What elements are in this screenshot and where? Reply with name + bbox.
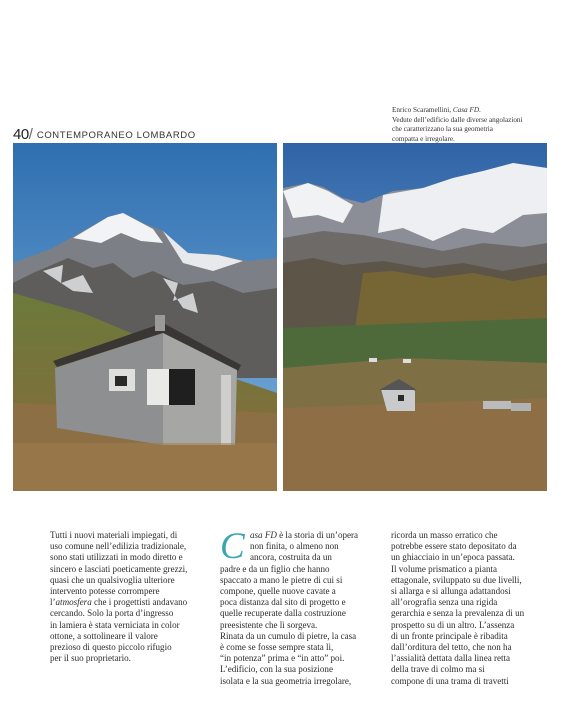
text-line: ancora, costruita da un [250, 552, 332, 563]
text-line: sono stati utilizzati in modo diretto e [50, 552, 183, 563]
text-line: prezioso di questo piccolo rifugio [50, 642, 172, 653]
article-column-1 [50, 530, 198, 664]
text-line: padre e da un figlio che hanno [220, 563, 330, 574]
caption-line-1: Enrico Scaramellini, Casa FD. [392, 106, 481, 114]
photo-caption [392, 106, 552, 144]
text-line: l’atmosfera che i progettisti andavano [50, 597, 188, 608]
text-line: Tutti i nuovi materiali impiegati, di [50, 530, 178, 540]
stone-house-mountain-icon [13, 143, 277, 491]
section-title: CONTEMPORANEO LOMBARDO [36, 130, 196, 141]
text-line: gerarchia e senza la prevalenza di un [391, 608, 525, 619]
alpine-valley-house-icon [283, 143, 547, 491]
text-line: non finita, o almeno non [250, 541, 339, 552]
text-line: si allarga e si allunga adattandosi [391, 586, 511, 597]
photo-valley-view [283, 143, 547, 491]
page-header [13, 124, 196, 142]
text-line: di un fronte principale è ribadita [391, 630, 508, 641]
text-line: della trave di colmo ma si [391, 664, 485, 675]
text-line: compone, quelle nuove cavate a [220, 586, 336, 597]
caption-line-2: Vedute dell’edificio dalle diverse angolazioni [392, 115, 523, 124]
text-line: Rinata da un cumulo di pietre, la casa [220, 630, 357, 641]
page-number: 40 [13, 126, 29, 143]
drop-cap: C [220, 526, 245, 567]
text-line: “in potenza” prima e “in atto” poi. [220, 653, 345, 664]
text-line: preesistente che lì sorgeva. [220, 619, 318, 630]
text-line: cercando. Solo la porta d’ingresso [50, 608, 174, 619]
text-line: uso comune nell’edilizia tradizionale, [50, 541, 187, 552]
text-line: per il suo proprietario. [50, 653, 131, 664]
text-line: L’edificio, con la sua posizione [220, 664, 333, 675]
text-line: in lamiera è stata verniciata in color [50, 619, 180, 630]
text-line: all’orografia senza una rigida [391, 597, 498, 608]
text-line: è come se fosse sempre stata lì, [220, 642, 334, 653]
text-line: dall’orditura del tetto, che non ha [391, 642, 512, 653]
text-line: ottone, a sottolineare il valore [50, 630, 158, 641]
text-line: un ghiacciaio in un’epoca passata. [391, 552, 515, 563]
text-line: intervento potesse corrompere [50, 586, 160, 597]
text-line: ricorda un masso erratico che [391, 530, 498, 540]
text-line: prospetto su di un altro. L’assenza [391, 619, 515, 630]
page-number-slash: / [28, 126, 33, 143]
article-column-2 [220, 526, 368, 687]
caption-line-3: che caratterizzano la sua geometria [392, 125, 493, 134]
text-line: quelle recuperate dalla costruzione [220, 608, 346, 619]
text-line: sincero e lasciati poeticamente grezzi, [50, 563, 188, 574]
text-line: asa FD è la storia di un’opera [250, 530, 359, 540]
caption-line-4: compatta e irregolare. [392, 134, 455, 143]
text-line: l’assialità dettata dalla linea retta [391, 653, 511, 664]
text-line: isolata e la sua geometria irregolare, [220, 675, 352, 686]
text-line: Il volume prismatico a pianta [391, 563, 498, 574]
photo-stone-house-closeup [13, 143, 277, 491]
text-line: spaccato a mano le pietre di cui si [220, 574, 343, 585]
text-line: compone di una trama di travetti [391, 675, 509, 686]
text-line: ettagonale, sviluppato su due livelli, [391, 574, 522, 585]
article-column-3 [391, 530, 539, 687]
text-line: quasi che un qualsivoglia ulteriore [50, 574, 175, 585]
text-line: potrebbe essere stato depositato da [391, 541, 517, 552]
text-line: poca distanza dal sito di progetto e [220, 597, 346, 608]
